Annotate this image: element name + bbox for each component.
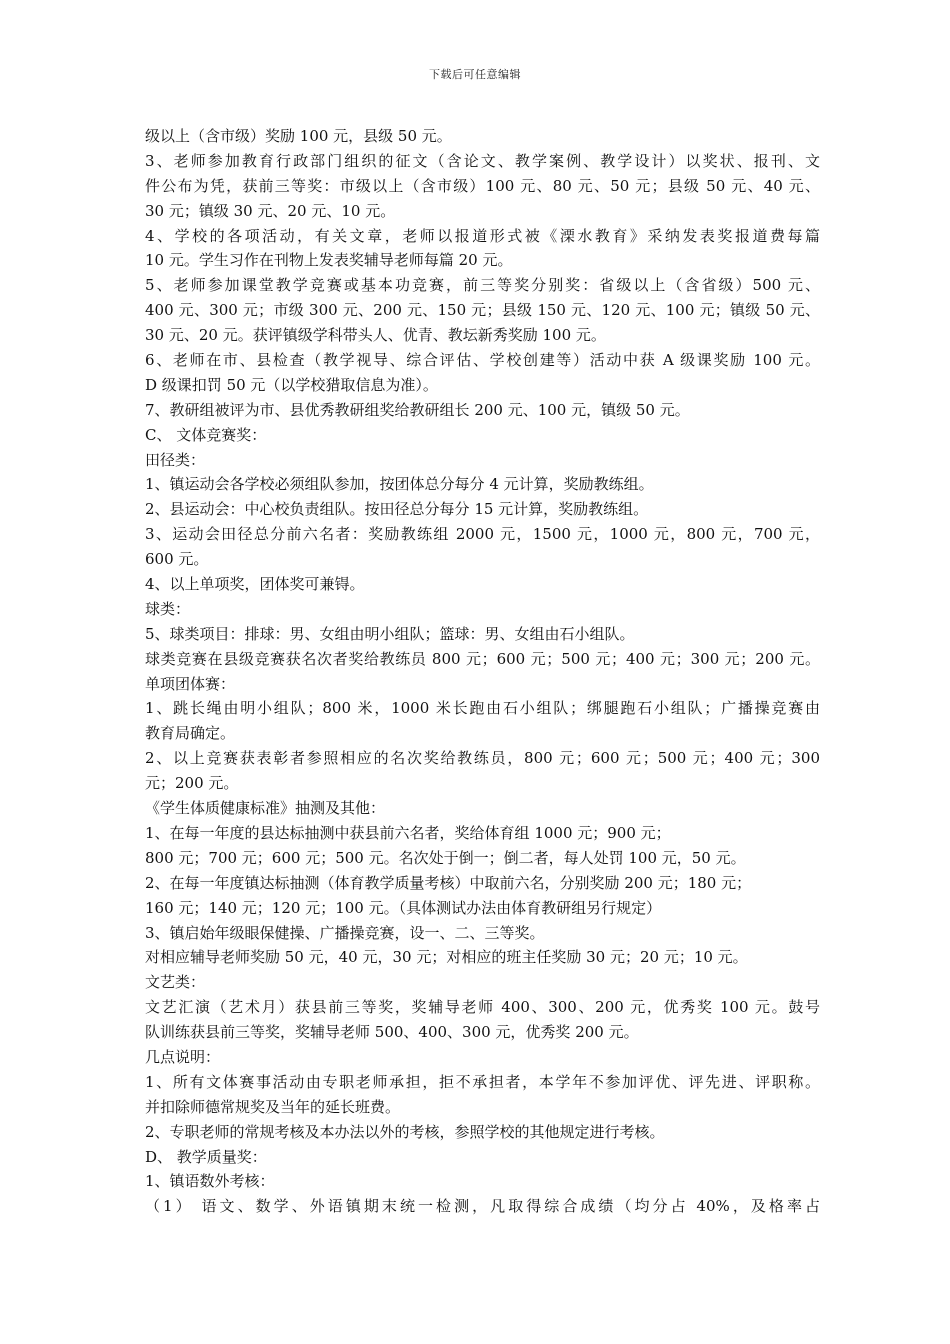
text-line: 几点说明： [145, 1047, 221, 1066]
text-line: 400 元、300 元；市级 300 元、200 元、150 元；县级 150 元、120 元、100 元；镇级 50 元、 [145, 301, 820, 320]
text-line: 文艺汇演（艺术月）获县前三等奖，奖辅导老师 400、300、200 元，优秀奖 100 元。鼓号 [145, 998, 820, 1017]
text-line: 2、在每一年度镇达标抽测（体育教学质量考核）中取前六名，分别奖励 200 元；180 元； [145, 873, 752, 892]
document-body [145, 124, 820, 1219]
text-line: 田径类： [145, 450, 206, 469]
text-line: 《学生体质健康标准》抽测及其他： [145, 799, 386, 818]
text-line: 球类竞赛在县级竞赛获名次者奖给教练员 800 元；600 元；500 元；400 元；300 元；200 元。 [145, 649, 820, 668]
text-line: 级以上（含市级）奖励 100 元，县级 50 元。 [145, 127, 452, 145]
text-line: 30 元、20 元。获评镇级学科带头人、优青、教坛新秀奖励 100 元。 [145, 326, 606, 345]
text-line: 1、镇运动会各学校必须组队参加，按团体总分每分 4 元计算，奖励教练组。 [145, 475, 654, 494]
text-line: 元；200 元。 [145, 774, 239, 793]
text-line: 球类： [145, 599, 191, 618]
text-line: 3、老师参加教育行政部门组织的征文（含论文、教学案例、教学设计）以奖状、报刊、文 [145, 151, 820, 170]
text-line: C、 文体竞赛奖： [145, 425, 267, 444]
text-line: 2、县运动会：中心校负责组队。按田径总分每分 15 元计算，奖励教练组。 [145, 500, 649, 519]
text-line: 6、老师在市、县检查（教学视导、综合评估、学校创建等）活动中获 A 级课奖励 100 元。 [145, 351, 820, 370]
text-line: 160 元；140 元；120 元；100 元。（具体测试办法由体育教研组另行规定） [145, 898, 662, 917]
text-line: 单项团体赛： [145, 674, 236, 693]
text-line: 教育局确定。 [145, 724, 236, 743]
text-line: 1、在每一年度的县达标抽测中获县前六名者，奖给体育组 1000 元；900 元； [145, 823, 671, 842]
text-line: 5、球类项目：排球：男、女组由明小组队；篮球：男、女组由石小组队。 [145, 624, 635, 643]
text-line: 800 元；700 元；600 元；500 元。名次处于倒一；倒二者，每人处罚 100 元，50 元。 [145, 848, 746, 867]
text-line: 并扣除师德常规奖及当年的延长班费。 [145, 1097, 401, 1116]
text-line: 队训练获县前三等奖，奖辅导老师 500、400、300 元，优秀奖 200 元。 [145, 1023, 639, 1042]
text-line: 文艺类： [145, 973, 206, 992]
text-line: 件公布为凭，获前三等奖：市级以上（含市级）100 元、80 元、50 元；县级 50 元、40 元、 [145, 176, 820, 195]
text-line: 5、老师参加课堂教学竞赛或基本功竞赛，前三等奖分别奖：省级以上（含省级）500 元、 [145, 276, 820, 295]
text-line: 2、以上竞赛获表彰者参照相应的名次奖给教练员，800 元；600 元；500 元；400 元；300 [145, 749, 820, 768]
text-line: 30 元；镇级 30 元、20 元、10 元。 [145, 201, 396, 220]
text-line: 600 元。 [145, 550, 209, 569]
text-line: 7、教研组被评为市、县优秀教研组奖给教研组长 200 元、100 元，镇级 50 元。 [145, 400, 690, 419]
text-line: 1、所有文体赛事活动由专职老师承担，拒不承担者，本学年不参加评优、评先进、评职称。 [145, 1072, 820, 1091]
text-line: 3、运动会田径总分前六名者：奖励教练组 2000 元，1500 元，1000 元，800 元，700 元， [145, 525, 820, 544]
text-line: 2、专职老师的常规考核及本办法以外的考核，参照学校的其他规定进行考核。 [145, 1122, 665, 1141]
text-line: D 级课扣罚 50 元（以学校猎取信息为准）。 [145, 375, 438, 394]
text-line: 4、学校的各项活动，有关文章，老师以报道形式被《溧水教育》采纳发表奖报道费每篇 [145, 226, 820, 245]
text-line: 3、镇启始年级眼保健操、广播操竞赛，设一、二、三等奖。 [145, 923, 545, 942]
text-line: （1） 语文、数学、外语镇期末统一检测，凡取得综合成绩（均分占 40%，及格率占 [145, 1197, 820, 1216]
text-line: 1、跳长绳由明小组队；800 米，1000 米长跑由石小组队；绑腿跑石小组队；广播操竞赛由 [145, 699, 820, 718]
text-line: 1、镇语数外考核： [145, 1172, 275, 1191]
page-header: 下载后可任意编辑 [429, 68, 521, 81]
text-line: 4、以上单项奖，团体奖可兼锝。 [145, 575, 365, 594]
text-line: 对相应辅导老师奖励 50 元，40 元，30 元；对相应的班主任奖励 30 元；20 元；10 元。 [145, 948, 748, 967]
text-line: D、 教学质量奖： [145, 1147, 267, 1166]
text-line: 10 元。学生习作在刊物上发表奖辅导老师每篇 20 元。 [145, 251, 513, 270]
